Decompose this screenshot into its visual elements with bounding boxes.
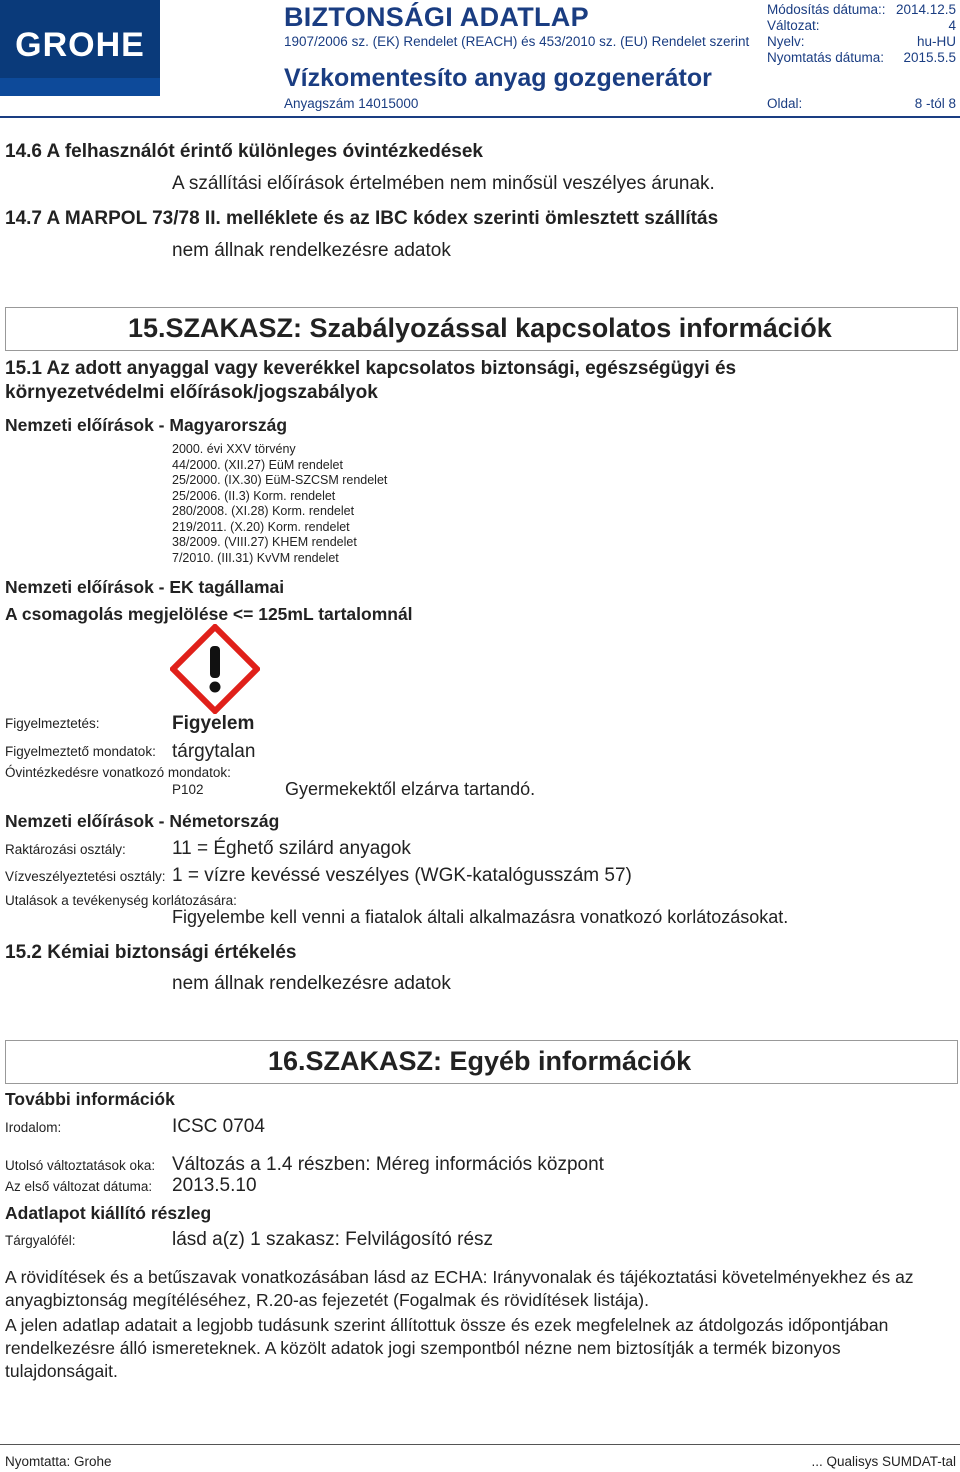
law-item: 38/2009. (VIII.27) KHEM rendelet (172, 535, 357, 549)
meta-value-version: 4 (948, 18, 956, 33)
issuer-heading: Adatlapot kiállító részleg (5, 1203, 212, 1223)
svg-text:GROHE: GROHE (15, 26, 145, 64)
footer-software: ... Qualisys SUMDAT-tal (811, 1454, 956, 1469)
meta-label-print-date: Nyomtatás dátuma: (767, 50, 885, 65)
literature-value: ICSC 0704 (172, 1116, 265, 1137)
hazard-statements-value: tárgytalan (172, 741, 256, 762)
law-item: 44/2000. (XII.27) EüM rendelet (172, 457, 343, 472)
disclaimer-paragraph: A jelen adatlap adatait a legjobb tudásunk szerint állítottuk össze és ezek megfelelnek az átdolgozás időpontjában rendelkezésre álló ismereteknek. A közölt adatok jogi szempontból nézne nem biztosítják a termék bizonyos tulajdonságait. (5, 1315, 889, 1381)
law-item: 219/2011. (X.20) Korm. rendelet (172, 519, 350, 534)
last-change-value: Változás a 1.4 részben: Méreg információs központ (172, 1154, 604, 1175)
storage-class-value: 11 = Éghető szilárd anyagok (172, 838, 411, 859)
grohe-logo (0, 0, 160, 96)
meta-label-version: Változat: (767, 18, 820, 33)
page-number: 8 -tól 8 (914, 96, 956, 111)
footer-divider (0, 1444, 960, 1445)
document-title: BIZTONSÁGI ADATLAP (284, 2, 589, 32)
regulation-text: 1907/2006 sz. (EK) Rendelet (REACH) és 453/2010 sz. (EU) Rendelet szerint (284, 34, 750, 49)
restriction-value: Figyelembe kell venni a fiatalok általi alkalmazásra vonatkozó korlátozásokat. (172, 907, 789, 927)
contact-label: Tárgyalófél: (5, 1233, 76, 1248)
last-change-label: Utolsó változtatások oka: (5, 1158, 156, 1173)
footer-printed-by: Nyomtatta: Grohe (5, 1454, 112, 1469)
first-version-date-label: Az első változat dátuma: (5, 1179, 153, 1194)
law-item: 25/2006. (II.3) Korm. rendelet (172, 488, 336, 503)
literature-label: Irodalom: (5, 1120, 62, 1135)
meta-value-language: hu-HU (916, 34, 956, 49)
water-hazard-value: 1 = vízre kevéssé veszélyes (WGK-katalógusszám 57) (172, 865, 632, 886)
signal-word-value: Figyelem (172, 713, 255, 734)
section-15-2-heading: 15.2 Kémiai biztonsági értékelés (5, 942, 297, 963)
section-15-title: 15.SZAKASZ: Szabályozással kapcsolatos információk (128, 313, 832, 343)
storage-class-label: Raktározási osztály: (5, 842, 126, 857)
section-14-7-heading: 14.7 A MARPOL 73/78 II. melléklete és az IBC kódex szerinti ömlesztett szállítás (5, 208, 719, 229)
section-14-6-text: A szállítási előírások értelmében nem minősül veszélyes árunak. (172, 173, 715, 194)
water-hazard-label: Vízveszélyeztetési osztály: (5, 869, 166, 884)
header-divider (0, 116, 960, 118)
law-item: 7/2010. (III.31) KvVM rendelet (172, 550, 339, 565)
national-ek-heading: Nemzeti előírások - EK tagállamai (5, 577, 285, 597)
national-hu-heading: Nemzeti előírások - Magyarország (5, 415, 288, 435)
law-item: 2000. évi XXV törvény (172, 442, 296, 456)
precautionary-statements-label: Óvintézkedésre vonatkozó mondatok: (5, 765, 231, 780)
law-item: 25/2000. (IX.30) EüM-SZCSM rendelet (172, 473, 388, 487)
meta-value-print-date: 2015.5.5 (903, 50, 956, 65)
further-info-heading: További információk (5, 1089, 175, 1109)
abbreviations-paragraph: A rövidítések és a betűszavak vonatkozásában lásd az ECHA: Irányvonalak és tájékoztatási követelményekhez és az anyagbiztonság megítéléséhez, R.20-as fejezetét (Fogalmak és rövidítések listája). (5, 1267, 914, 1310)
packaging-heading: A csomagolás megjelölése <= 125mL tartalomnál (5, 604, 413, 624)
national-de-heading: Nemzeti előírások - Németország (5, 811, 280, 831)
first-version-date-value: 2013.5.10 (172, 1175, 257, 1196)
hazard-statements-label: Figyelmeztető mondatok: (5, 744, 156, 759)
section-15-2-text: nem állnak rendelkezésre adatok (172, 973, 451, 994)
precaution-code: P102 (172, 782, 204, 797)
restriction-label: Utalások a tevékenység korlátozására: (5, 893, 237, 908)
law-item: 280/2008. (XI.28) Korm. rendelet (172, 504, 355, 518)
signal-word-label: Figyelmeztetés: (5, 716, 100, 731)
meta-label-language: Nyelv: (767, 34, 805, 49)
meta-value-modified: 2014.12.5 (895, 2, 956, 17)
exclamation-mark-hazard-icon (170, 624, 260, 714)
section-15-1-heading-line1: 15.1 Az adott anyaggal vagy keverékkel kapcsolatos biztonsági, egészségügyi és (5, 358, 737, 379)
section-15-1-heading-line2: környezetvédelmi előírások/jogszabályok (5, 382, 378, 403)
precaution-text: Gyermekektől elzárva tartandó. (285, 779, 536, 799)
contact-value: lásd a(z) 1 szakasz: Felvilágosító rész (172, 1229, 494, 1250)
substance-number: Anyagszám 14015000 (284, 96, 419, 111)
meta-label-modified: Módosítás dátuma:: (767, 2, 886, 17)
product-name: Vízkomentesíto anyag gozgenerátor (284, 64, 712, 92)
section-14-6-heading: 14.6 A felhasználót érintő különleges óvintézkedések (5, 141, 483, 162)
section-16-title: 16.SZAKASZ: Egyéb információk (268, 1046, 692, 1076)
section-14-7-text: nem állnak rendelkezésre adatok (172, 240, 451, 261)
page-label: Oldal: (767, 96, 803, 111)
